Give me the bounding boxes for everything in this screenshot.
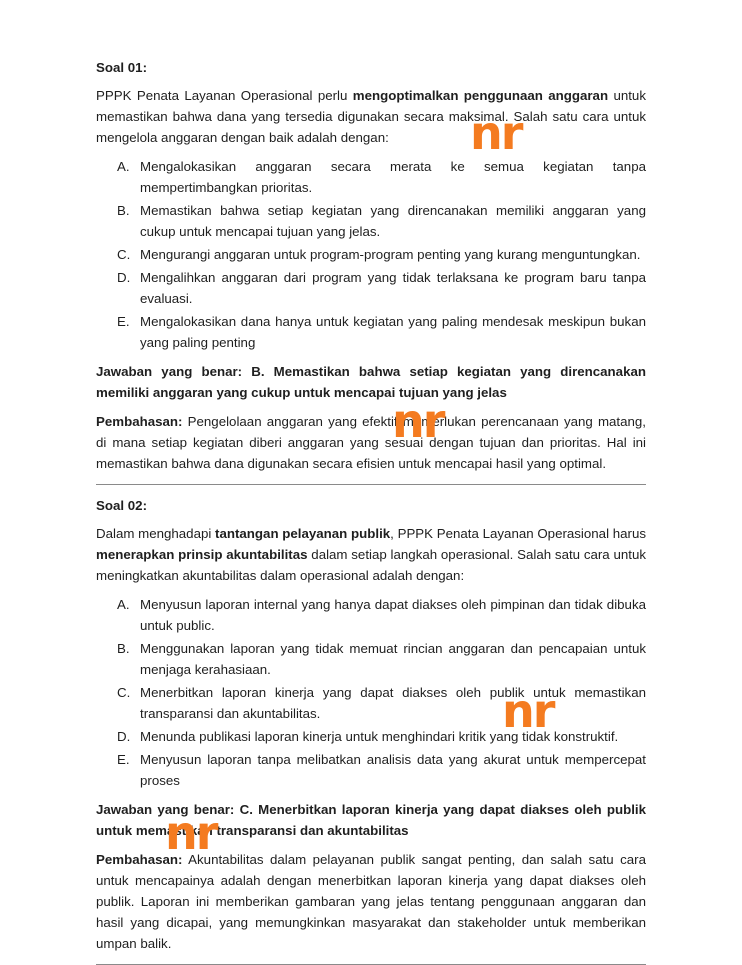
option-text: Menggunakan laporan yang tidak memuat rincian anggaran dan pencapaian untuk menjaga kerahasiaan. <box>140 641 646 677</box>
options-list <box>96 156 646 353</box>
watermark-logo: nr <box>165 806 217 860</box>
watermark-logo: nr <box>392 394 444 448</box>
question-label: Soal 02: <box>96 498 147 513</box>
option-item <box>96 594 646 636</box>
question-section <box>96 495 646 954</box>
emphasis-text: Jawaban yang benar: B. Memastikan bahwa setiap kegiatan yang direncanakan memiliki anggaran yang cukup untuk mencapai tujuan yang jelas <box>96 364 646 400</box>
discussion-paragraph <box>96 411 646 474</box>
option-text: Mengalihkan anggaran dari program yang tidak terlaksana ke program baru tanpa evaluasi. <box>140 270 646 306</box>
option-item <box>96 200 646 242</box>
watermark-logo: nr <box>470 106 522 160</box>
body-text: untuk memastikan bahwa dana yang tersedia digunakan secara maksimal. Salah satu cara untuk mengelola anggaran dengan baik adalah dengan: <box>96 88 646 145</box>
option-text: Memastikan bahwa setiap kegiatan yang direncanakan memiliki anggaran yang cukup untuk mencapai tujuan yang jelas. <box>140 203 646 239</box>
option-text: Mengalokasikan dana hanya untuk kegiatan yang paling mendesak meskipun bukan yang paling penting <box>140 314 646 350</box>
question-label: Soal 01: <box>96 60 147 75</box>
option-letter: B. <box>117 203 130 218</box>
emphasis-text: Pembahasan: <box>96 414 183 429</box>
body-text: dalam setiap langkah operasional. Salah satu cara untuk meningkatkan akuntabilitas dalam operasional adalah dengan: <box>96 547 647 583</box>
emphasis-text: mengoptimalkan penggunaan anggaran <box>352 88 609 103</box>
answer-line <box>96 361 646 403</box>
option-text: Menyusun laporan tanpa melibatkan analisis data yang akurat untuk mempercepat proses <box>140 752 646 788</box>
option-letter: A. <box>117 159 130 174</box>
emphasis-text: tantangan pelayanan publik <box>215 526 391 541</box>
emphasis-text: Pembahasan: <box>96 852 183 867</box>
option-letter: D. <box>117 729 131 744</box>
body-text: PPPK Penata Layanan Operasional perlu <box>96 88 353 103</box>
option-letter: C. <box>117 247 131 262</box>
option-text: Mengalokasikan anggaran secara merata ke semua kegiatan tanpa mempertimbangkan prioritas. <box>140 159 646 195</box>
discussion-paragraph <box>96 849 646 954</box>
body-text: Dalam menghadapi <box>96 526 216 541</box>
watermark-logo: nr <box>502 684 554 738</box>
question-intro <box>96 523 646 586</box>
option-letter: C. <box>117 685 131 700</box>
option-item <box>96 267 646 309</box>
body-text: Akuntabilitas dalam pelayanan publik sangat penting, dan salah satu cara untuk mencapainya adalah dengan menerbitkan laporan kinerja yang dapat diakses oleh publik. Laporan ini memberikan gambaran yang jelas tentang penggunaan anggaran dan hasil yang dicapai, yang memungkinkan masyarakat dan stakeholder untuk memberikan umpan balik. <box>96 852 646 951</box>
option-text: Mengurangi anggaran untuk program-program penting yang kurang menguntungkan. <box>140 247 641 262</box>
emphasis-text: Jawaban yang benar: C. Menerbitkan laporan kinerja yang dapat diakses oleh publik untuk memastikan transparansi dan akuntabilitas <box>96 802 646 838</box>
options-list <box>96 594 646 791</box>
question-intro <box>96 85 646 148</box>
body-text: , PPPK Penata Layanan Operasional harus <box>390 526 646 541</box>
option-item <box>96 682 646 724</box>
option-item <box>96 156 646 198</box>
option-item <box>96 749 646 791</box>
option-item <box>96 244 646 265</box>
option-letter: E. <box>117 314 130 329</box>
body-text: Pengelolaan anggaran yang efektif memerlukan perencanaan yang matang, di mana setiap kegiatan diberi anggaran yang sesuai dengan tujuan dan prioritas. Hal ini memastikan bahwa dana digunakan secara efisien untuk mencapai hasil yang optimal. <box>96 414 646 471</box>
option-text: Menerbitkan laporan kinerja yang dapat diakses oleh publik untuk memastikan transparansi dan akuntabilitas. <box>140 685 646 721</box>
option-item <box>96 726 646 747</box>
option-letter: E. <box>117 752 130 767</box>
section-divider <box>96 484 646 485</box>
option-letter: B. <box>117 641 130 656</box>
option-letter: A. <box>117 597 130 612</box>
option-text: Menyusun laporan internal yang hanya dapat diakses oleh pimpinan dan tidak dibuka untuk public. <box>140 597 646 633</box>
option-item <box>96 638 646 680</box>
option-item <box>96 311 646 353</box>
option-letter: D. <box>117 270 131 285</box>
question-section <box>96 57 646 474</box>
option-text: Menunda publikasi laporan kinerja untuk menghindari kritik yang tidak konstruktif. <box>140 729 619 744</box>
emphasis-text: menerapkan prinsip akuntabilitas <box>96 547 308 562</box>
